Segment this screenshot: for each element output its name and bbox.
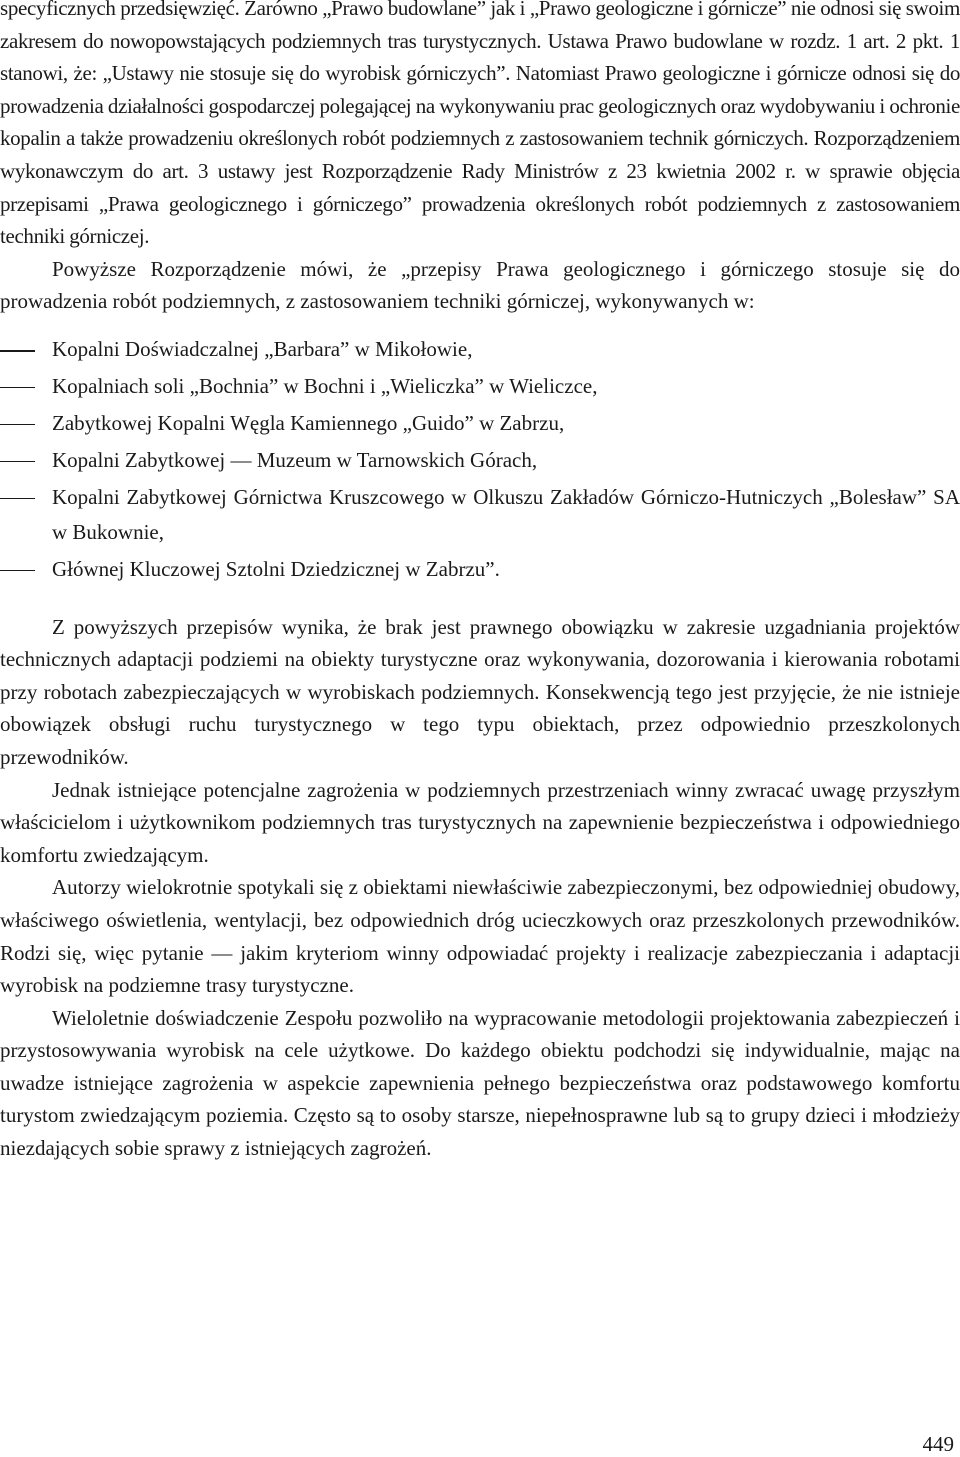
em-dash-bullet <box>0 424 35 426</box>
list-item-text: Kopalni Zabytkowej Górnictwa Kruszcowego w Olkuszu Zakładów Górniczo-Hutniczych „Bolesław” SA w Bukownie, <box>52 484 960 544</box>
list-item-text: Głównej Kluczowej Sztolni Dziedzicznej w Zabrzu”. <box>52 556 500 581</box>
paragraph-legal-basis: specyficznych przedsięwzięć. Zarówno „Prawo budowlane” jak i „Prawo geologiczne i górnicze” nie odnosi się swoim zakresem do nowopowstających podziemnych tras turystycznych. Ustawa Prawo budowlane w rozdz. 1 art. 2 pkt. 1 stanowi, że: „Ustawy nie stosuje się do wyrobisk górniczych”. Natomiast Prawo geologiczne i górnicze odnosi się do prowadzenia działalności gospodarczej polegającej na wykonywaniu prac geologicznych oraz wydobywaniu i ochronie kopalin a także prowadzeniu określonych robót podziemnych z zastosowaniem technik górniczych. Rozporządzeniem wykonawczym do art. 3 ustawy jest Rozporządzenie Rady Ministrów z 23 kwietnia 2002 r. w sprawie objęcia przepisami „Prawa geologicznego i górniczego” prowadzenia określonych robót podziemnych z zastosowaniem techniki górniczej. <box>0 0 960 249</box>
list-item <box>0 406 960 441</box>
section-gap <box>0 589 960 611</box>
paragraph-conclusion: Z powyższych przepisów wynika, że brak jest prawnego obowiązku w zakresie uzgadniania projektów technicznych adaptacji podziemi na obiekty turystyczne oraz wykonywania, dozorowania i kierowania robotami przy robotach zabezpieczających w wyrobiskach podziemnych. Konsekwencją tego jest przyjęcie, że nie istnieje obowiązek obsługi ruchu turystycznego w tego typu obiektach, przez odpowiednio przeszkolonych przewodników. <box>0 614 960 769</box>
em-dash-bullet <box>0 350 35 352</box>
list-item <box>0 480 960 551</box>
list-item <box>0 332 960 367</box>
paragraph-regulation-intro: Powyższe Rozporządzenie mówi, że „przepisy Prawa geologicznego i górniczego stosuje się do prowadzenia robót podziemnych, z zastosowaniem techniki górniczej, wykonywanych w: <box>0 256 960 314</box>
paragraph-hazards: Jednak istniejące potencjalne zagrożenia w podziemnych przestrzeniach winny zwracać uwagę przyszłym właścicielom i użytkownikom podziemnych tras turystycznych na zapewnienie bezpieczeństwa i odpowiedniego komfortu zwiedzającym. <box>0 777 960 867</box>
paragraph-observations: Autorzy wielokrotnie spotykali się z obiektami niewłaściwie zabezpieczonymi, bez odpowiedniej obudowy, właściwego oświetlenia, wentylacji, bez odpowiednich dróg ucieczkowych oraz przeszkolonych przewodników. Rodzi się, więc pytanie — jakim kryteriom winny odpowiadać projekty i realizacje zabezpieczania i adaptacji wyrobisk na podziemne trasy turystyczne. <box>0 875 960 998</box>
list-item-text: Kopalni Doświadczalnej „Barbara” w Mikołowie, <box>52 336 473 361</box>
list-item-text: Kopalniach soli „Bochnia” w Bochni i „Wieliczka” w Wieliczce, <box>52 373 598 398</box>
list-item-text: Kopalni Zabytkowej — Muzeum w Tarnowskich Górach, <box>52 447 538 472</box>
em-dash-bullet <box>0 570 35 572</box>
list-item <box>0 369 960 404</box>
paragraph-methodology: Wieloletnie doświadczenie Zespołu pozwoliło na wypracowanie metodologii projektowania zabezpieczeń i przystosowywania wyrobisk na cele użytkowe. Do każdego obiektu podchodzi się indywidualnie, mając na uwadze istniejące zagrożenia w aspekcie zapewnienia pełnego bezpieczeństwa oraz podstawowego komfortu turystom zwiedzającym poziemia. Często są to osoby starsze, niepełnosprawne lub są to grupy dzieci i młodzieży niezdających sobie sprawy z istniejących zagrożeń. <box>0 1005 960 1161</box>
page-number: 449 <box>922 1432 954 1456</box>
em-dash-bullet <box>0 498 35 500</box>
em-dash-bullet <box>0 461 35 463</box>
mine-list <box>0 332 960 587</box>
list-item <box>0 443 960 478</box>
list-item <box>0 552 960 587</box>
em-dash-bullet <box>0 387 35 389</box>
list-item-text: Zabytkowej Kopalni Węgla Kamiennego „Guido” w Zabrzu, <box>52 410 565 435</box>
